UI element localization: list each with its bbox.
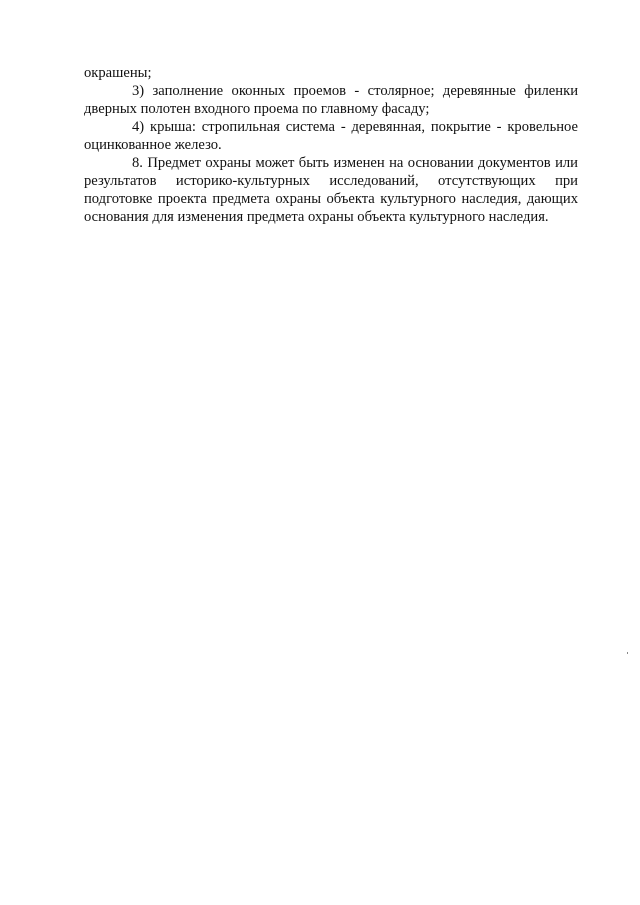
paragraph-section-8: 8. Предмет охраны может быть изменен на основании документов или результатов историко-культурных исследований, отсутствующих при подготовке проекта предмета охраны объекта культурного наследия, дающих основания для изменения предмета охраны объекта культурного наследия. <box>84 155 578 225</box>
scan-speck <box>627 652 628 654</box>
paragraph-item-4: 4) крыша: стропильная система - деревянная, покрытие - кровельное оцинкованное железо. <box>84 119 578 153</box>
paragraph-item-3: 3) заполнение оконных проемов - столярное; деревянные филенки дверных полотен входного проема по главному фасаду; <box>84 83 578 117</box>
document-body <box>84 64 578 226</box>
paragraph-continuation: окрашены; <box>84 65 152 81</box>
